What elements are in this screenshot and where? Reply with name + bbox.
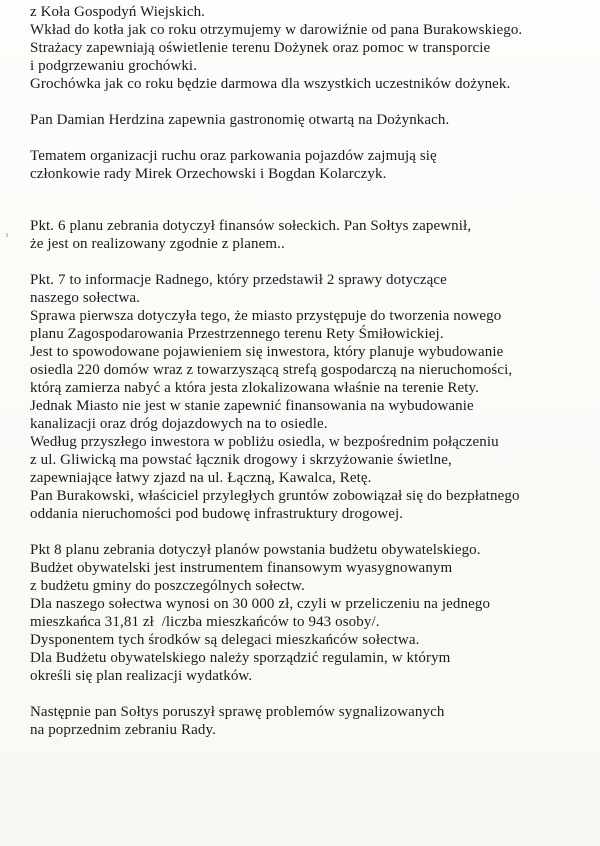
paragraph-gap: [30, 183, 590, 217]
text-line: Sprawa pierwsza dotyczyła tego, że miasto przystępuje do tworzenia nowego: [30, 308, 502, 324]
text-line: Pan Damian Herdzina zapewnia gastronomię otwartą na Dożynkach.: [30, 112, 450, 128]
text-line: osiedla 220 domów wraz z towarzyszącą strefą gospodarczą na nieruchomości,: [30, 362, 513, 378]
text-line: Strażacy zapewniają oświetlenie terenu Dożynek oraz pomoc w transporcie: [30, 40, 491, 56]
text-line: Budżet obywatelski jest instrumentem finansowym wyasygnowanym: [30, 560, 453, 576]
document-body: [30, 3, 590, 739]
paragraph-gap: [30, 129, 590, 147]
text-line: naszego sołectwa.: [30, 290, 140, 306]
text-line: Wkład do kotła jak co roku otrzymujemy w darowiźnie od pana Burakowskiego.: [30, 22, 523, 38]
text-line: na poprzednim zebraniu Rady.: [30, 722, 216, 738]
text-line: członkowie rady Mirek Orzechowski i Bogdan Kolarczyk.: [30, 166, 387, 182]
paragraph-gap: [30, 523, 590, 541]
text-line: Dysponentem tych środków są delegaci mieszkańców sołectwa.: [30, 632, 420, 648]
text-line: Pkt. 6 planu zebrania dotyczył finansów sołeckich. Pan Sołtys zapewnił,: [30, 218, 472, 234]
text-line: Następnie pan Sołtys poruszył sprawę problemów sygnalizowanych: [30, 704, 445, 720]
text-line: Grochówka jak co roku będzie darmowa dla wszystkich uczestników dożynek.: [30, 76, 511, 92]
text-line: Według przyszłego inwestora w pobliżu osiedla, w bezpośrednim połączeniu: [30, 434, 499, 450]
text-line: zapewniające łatwy zjazd na ul. Łączną, Kawalca, Retę.: [30, 470, 372, 486]
text-line: Pan Burakowski, właściciel przyległych gruntów zobowiązał się do bezpłatnego: [30, 488, 520, 504]
paragraph-gap: [30, 93, 590, 111]
text-line: Pkt 8 planu zebrania dotyczył planów powstania budżetu obywatelskiego.: [30, 542, 481, 558]
text-line: Jednak Miasto nie jest w stanie zapewnić finansowania na wybudowanie: [30, 398, 474, 414]
text-line: Jest to spowodowane pojawieniem się inwestora, który planuje wybudowanie: [30, 344, 504, 360]
text-line: że jest on realizowany zgodnie z planem..: [30, 236, 285, 252]
text-line: którą zamierza nabyć a która jesta zlokalizowana właśnie na terenie Rety.: [30, 380, 480, 396]
text-line: Dla Budżetu obywatelskiego należy sporządzić regulamin, w którym: [30, 650, 451, 666]
text-line: mieszkańca 31,81 zł /liczba mieszkańców to 943 osoby/.: [30, 614, 380, 630]
text-line: z Koła Gospodyń Wiejskich.: [30, 4, 206, 20]
text-line: i podgrzewaniu grochówki.: [30, 58, 198, 74]
text-line: planu Zagospodarowania Przestrzennego terenu Rety Śmiłowickiej.: [30, 326, 444, 342]
text-line: Tematem organizacji ruchu oraz parkowania pojazdów zajmują się: [30, 148, 437, 164]
text-line: Pkt. 7 to informacje Radnego, który przedstawił 2 sprawy dotyczące: [30, 272, 447, 288]
text-line: z budżetu gminy do poszczególnych sołectw.: [30, 578, 305, 594]
scan-artifact: [6, 233, 8, 237]
paragraph-gap: [30, 253, 590, 271]
text-line: określi się plan realizacji wydatków.: [30, 668, 253, 684]
text-line: kanalizacji oraz dróg dojazdowych na to osiedle.: [30, 416, 328, 432]
text-line: Dla naszego sołectwa wynosi on 30 000 zł, czyli w przeliczeniu na jednego: [30, 596, 491, 612]
text-line: oddania nieruchomości pod budowę infrastruktury drogowej.: [30, 506, 404, 522]
text-line: z ul. Gliwicką ma powstać łącznik drogowy i skrzyżowanie świetlne,: [30, 452, 452, 468]
paragraph-gap: [30, 685, 590, 703]
